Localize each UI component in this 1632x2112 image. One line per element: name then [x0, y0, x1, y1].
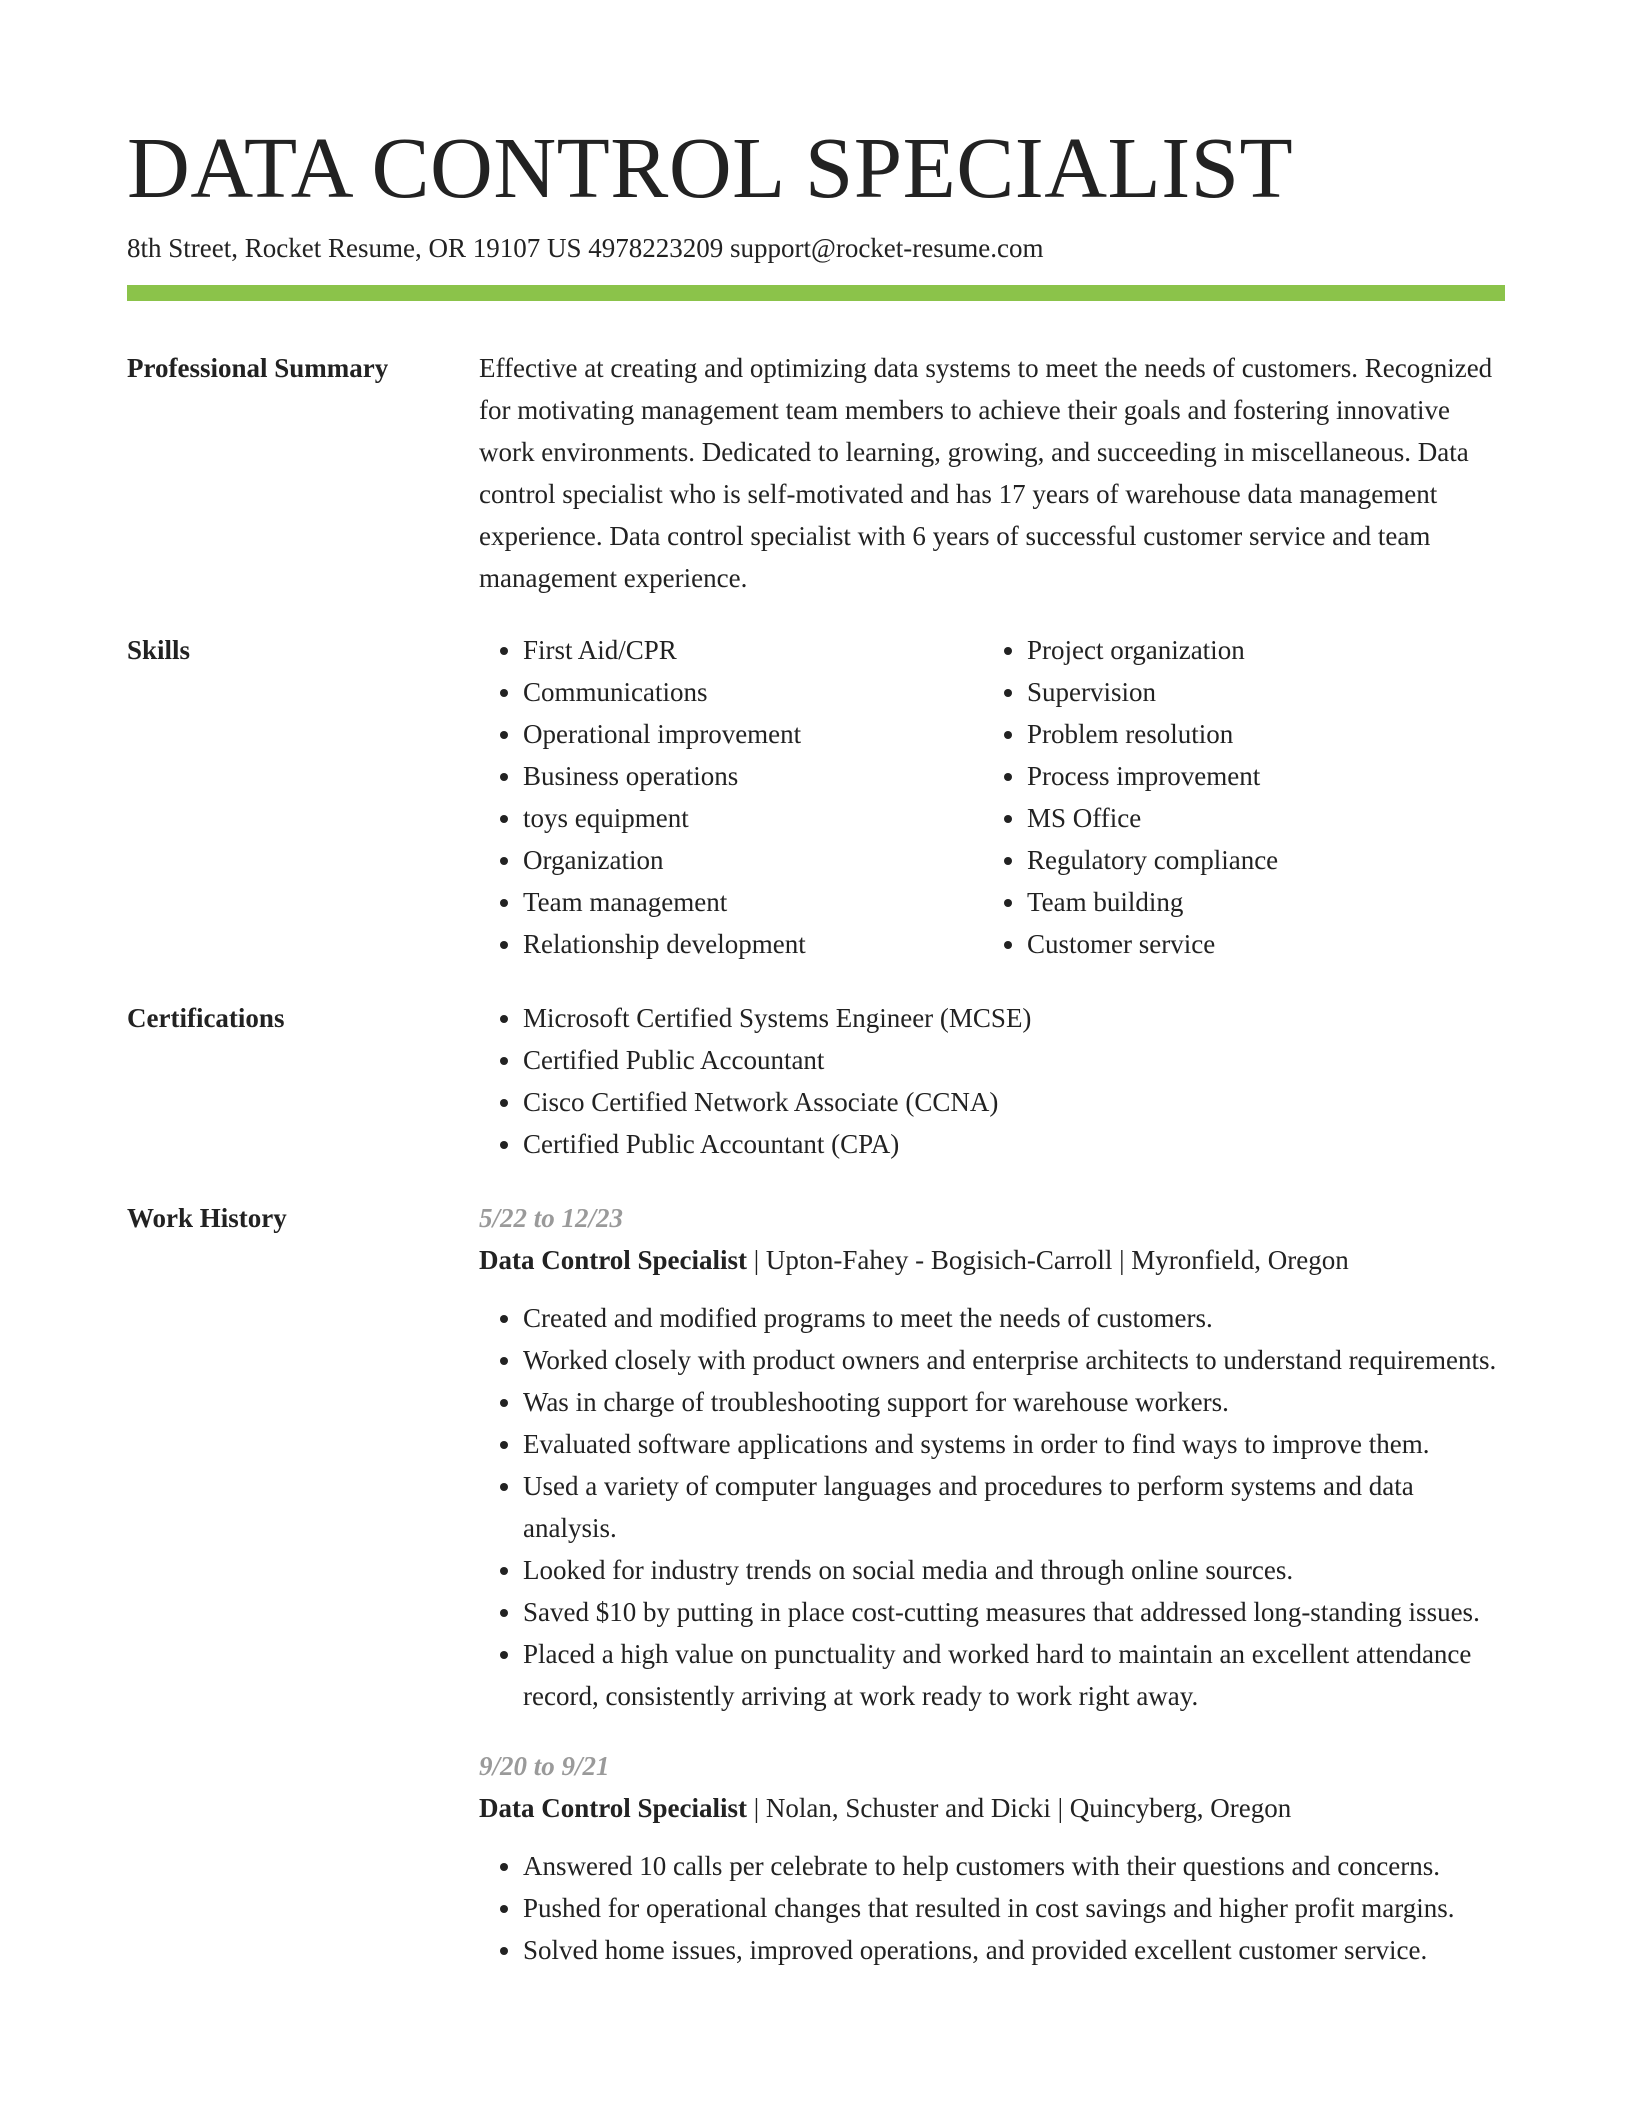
summary-label: Professional Summary	[127, 353, 389, 383]
accent-divider	[127, 285, 1505, 301]
certifications-list	[479, 997, 1509, 1165]
work-history-label: Work History	[127, 1203, 287, 1233]
skill-item: • First Aid/CPR	[523, 629, 983, 671]
certification-item: • Certified Public Accountant (CPA)	[523, 1123, 1509, 1165]
job-details: | Nolan, Schuster and Dicki | Quincyberg, Oregon	[747, 1793, 1292, 1823]
skill-item: • Business operations	[523, 755, 983, 797]
skills-list-right	[983, 629, 1487, 965]
job-bullets	[479, 1297, 1509, 1717]
job-role: Data Control Specialist	[479, 1245, 747, 1275]
certification-item: • Microsoft Certified Systems Engineer (MCSE)	[523, 997, 1509, 1039]
skills-column-left	[479, 629, 983, 965]
skill-item: • Problem resolution	[1027, 713, 1487, 755]
resume-title: DATA CONTROL SPECIALIST	[127, 119, 1294, 216]
skill-item: • Communications	[523, 671, 983, 713]
job-dates: 9/20 to 9/21	[479, 1751, 610, 1781]
skill-item: • MS Office	[1027, 797, 1487, 839]
skills-list-left	[479, 629, 983, 965]
skill-item: • toys equipment	[523, 797, 983, 839]
skill-item: • Regulatory compliance	[1027, 839, 1487, 881]
certifications-label: Certifications	[127, 1003, 285, 1033]
job-bullet: • Worked closely with product owners and enterprise architects to understand requirements.	[523, 1339, 1509, 1381]
summary-text: Effective at creating and optimizing data systems to meet the needs of customers. Recognized for motivating management team members to achieve their goals and fostering innovative work environments. Dedicated to learning, growing, and succeeding in miscellaneous. Data control specialist who is self-motivated and has 17 years of warehouse data management experience. Data control specialist with 6 years of successful customer service and team management experience.	[479, 353, 1493, 593]
skill-item: • Supervision	[1027, 671, 1487, 713]
job-bullet: • Pushed for operational changes that resulted in cost savings and higher profit margins.	[523, 1887, 1509, 1929]
job-dates: 5/22 to 12/23	[479, 1203, 624, 1233]
job-bullets	[479, 1845, 1509, 1971]
job-bullet: • Answered 10 calls per celebrate to help customers with their questions and concerns.	[523, 1845, 1509, 1887]
contact-email[interactable]: support@rocket-resume.com	[729, 233, 1044, 263]
job-bullet: • Evaluated software applications and systems in order to find ways to improve them.	[523, 1423, 1509, 1465]
job-entry	[479, 1197, 1509, 1717]
job-bullet: • Solved home issues, improved operations, and provided excellent customer service.	[523, 1929, 1509, 1971]
skill-item: • Relationship development	[523, 923, 983, 965]
skills-body	[479, 629, 1509, 965]
job-details: | Upton-Fahey - Bogisich-Carroll | Myronfield, Oregon	[747, 1245, 1349, 1275]
skill-item: • Organization	[523, 839, 983, 881]
certification-item: • Cisco Certified Network Associate (CCNA)	[523, 1081, 1509, 1123]
job-bullet: • Looked for industry trends on social media and through online sources.	[523, 1549, 1509, 1591]
job-role: Data Control Specialist	[479, 1793, 747, 1823]
job-bullet: • Saved $10 by putting in place cost-cutting measures that addressed long-standing issues.	[523, 1591, 1509, 1633]
skill-item: • Team building	[1027, 881, 1487, 923]
contact-line	[127, 230, 1044, 266]
certifications-body	[479, 997, 1509, 1165]
job-entry	[479, 1745, 1509, 1971]
contact-address: 8th Street, Rocket Resume, OR 19107 US	[127, 233, 582, 263]
job-bullet: • Created and modified programs to meet the needs of customers.	[523, 1297, 1509, 1339]
job-bullet: • Used a variety of computer languages and procedures to perform systems and data analysis.	[523, 1465, 1509, 1549]
skill-item: • Project organization	[1027, 629, 1487, 671]
job-bullet: • Was in charge of troubleshooting support for warehouse workers.	[523, 1381, 1509, 1423]
skill-item: • Customer service	[1027, 923, 1487, 965]
skills-columns	[479, 629, 1509, 965]
contact-phone: 4978223209	[588, 233, 724, 263]
skill-item: • Team management	[523, 881, 983, 923]
summary-body	[479, 347, 1509, 599]
job-heading	[479, 1787, 1509, 1829]
skill-item: • Operational improvement	[523, 713, 983, 755]
skill-item: • Process improvement	[1027, 755, 1487, 797]
certification-item: • Certified Public Accountant	[523, 1039, 1509, 1081]
skills-column-right	[983, 629, 1487, 965]
job-bullet: • Placed a high value on punctuality and worked hard to maintain an excellent attendance record, consistently arriving at work ready to work right away.	[523, 1633, 1509, 1717]
skills-label: Skills	[127, 635, 191, 665]
work-history-body	[479, 1197, 1509, 1999]
job-heading	[479, 1239, 1509, 1281]
